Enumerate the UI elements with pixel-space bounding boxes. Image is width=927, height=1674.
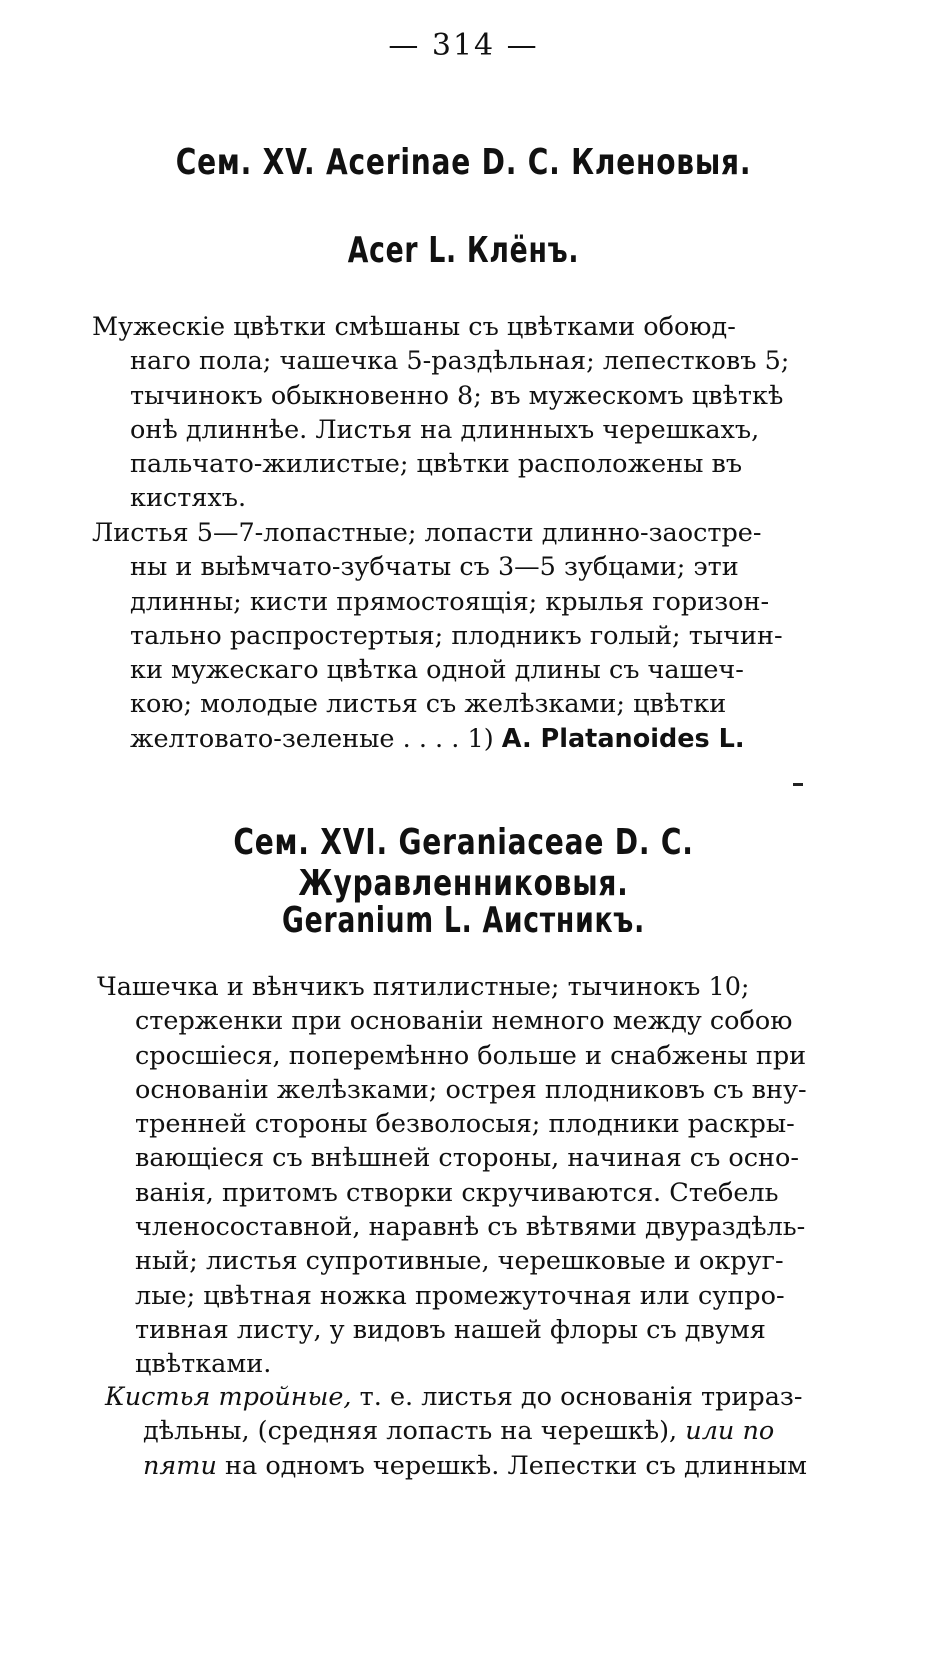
acer-description [92, 310, 807, 516]
key-line [105, 1380, 815, 1414]
text-line: тычинокъ обыкновенно 8; въ мужескомъ цвѣткѣ [130, 380, 784, 411]
print-speck [793, 783, 803, 786]
text-line: ны и выѣмчато-зубчаты съ 3—5 зубцами; эти [130, 552, 739, 583]
text-line: Чашечка и вѣнчикъ пятилистные; тычинокъ 10; [97, 972, 750, 1002]
text-line: основаніи желѣзками; острея плодниковъ съ вну- [135, 1074, 807, 1105]
text-line: пальчато-жилистые; цвѣтки расположены въ [130, 449, 743, 480]
species-name-platanoides: A. Platanoides L. [501, 723, 745, 754]
text-line: лые; цвѣтная ножка промежуточная или супро- [135, 1280, 785, 1311]
family-heading-acerinae: Сем. XV. Acerinae D. C. Кленовыя. [175, 142, 752, 183]
text-line: ки мужескаго цвѣтка одной длины съ чашеч- [130, 655, 744, 686]
geranium-description [97, 970, 815, 1382]
text-line: сросшіеся, поперемѣнно больше и снабжены при [135, 1040, 807, 1071]
key-line [105, 1449, 815, 1483]
text-line: длинны; кисти прямостоящія; крылья горизон- [130, 586, 770, 617]
text-line: кою; молодые листья съ желѣзками; цвѣтки [130, 689, 727, 720]
genus-heading-acer: Acer L. Клёнъ. [347, 230, 580, 271]
text-line: тивная листу, у видовъ нашей флоры съ двумя [135, 1314, 766, 1345]
key-italic: пяти [143, 1450, 217, 1481]
text-line: вающіеся съ внѣшней стороны, начиная съ осно- [135, 1143, 799, 1174]
genus-heading-geranium: Geranium L. Аистникъ. [282, 900, 645, 941]
key-line [105, 1414, 815, 1448]
text-line: Листья 5—7-лопастные; лопасти длинно-заостре- [92, 518, 762, 548]
key-italic: или по [685, 1416, 775, 1447]
text-line: наго пола; чашечка 5-раздѣльная; лепестковъ 5; [130, 346, 790, 377]
page-number: — 314 — [388, 28, 539, 63]
text-line: стерженки при основаніи немного между собою [135, 1006, 793, 1037]
key-final-line [92, 722, 807, 756]
key-lead-italic: Кистья тройные, [105, 1382, 352, 1412]
key-text: дѣльны, (средняя лопасть на черешкѣ), [143, 1416, 686, 1447]
text-line: Мужескіе цвѣтки смѣшаны съ цвѣтками обоюд- [92, 312, 736, 342]
text-line: членосоставной, наравнѣ съ вѣтвями двураздѣль- [135, 1212, 806, 1243]
family-heading-geraniaceae: Сем. XVI. Geraniaceae D. C. Журавленниковыя. [233, 822, 694, 904]
text-line: онѣ длиннѣе. Листья на длинныхъ черешкахъ, [130, 414, 760, 445]
text-line: тренней стороны безволосыя; плодники раскры- [135, 1109, 795, 1140]
text-line: тально распростертыя; плодникъ голый; тычин- [130, 620, 783, 651]
key-final-text: желтовато-зеленые . . . . 1) [130, 723, 494, 754]
text-line: кистяхъ. [130, 483, 247, 514]
text-line: цвѣтками. [135, 1349, 272, 1380]
geranium-species-key [105, 1380, 815, 1483]
key-lead-text: т. е. листья до основанія трираз- [351, 1382, 803, 1412]
text-line: ванія, притомъ створки скручиваются. Стебель [135, 1177, 779, 1208]
acer-species-key [92, 516, 807, 756]
key-text: на одномъ черешкѣ. Лепестки съ длинным [216, 1450, 808, 1481]
text-line: ный; листья супротивные, черешковые и округ- [135, 1246, 784, 1277]
